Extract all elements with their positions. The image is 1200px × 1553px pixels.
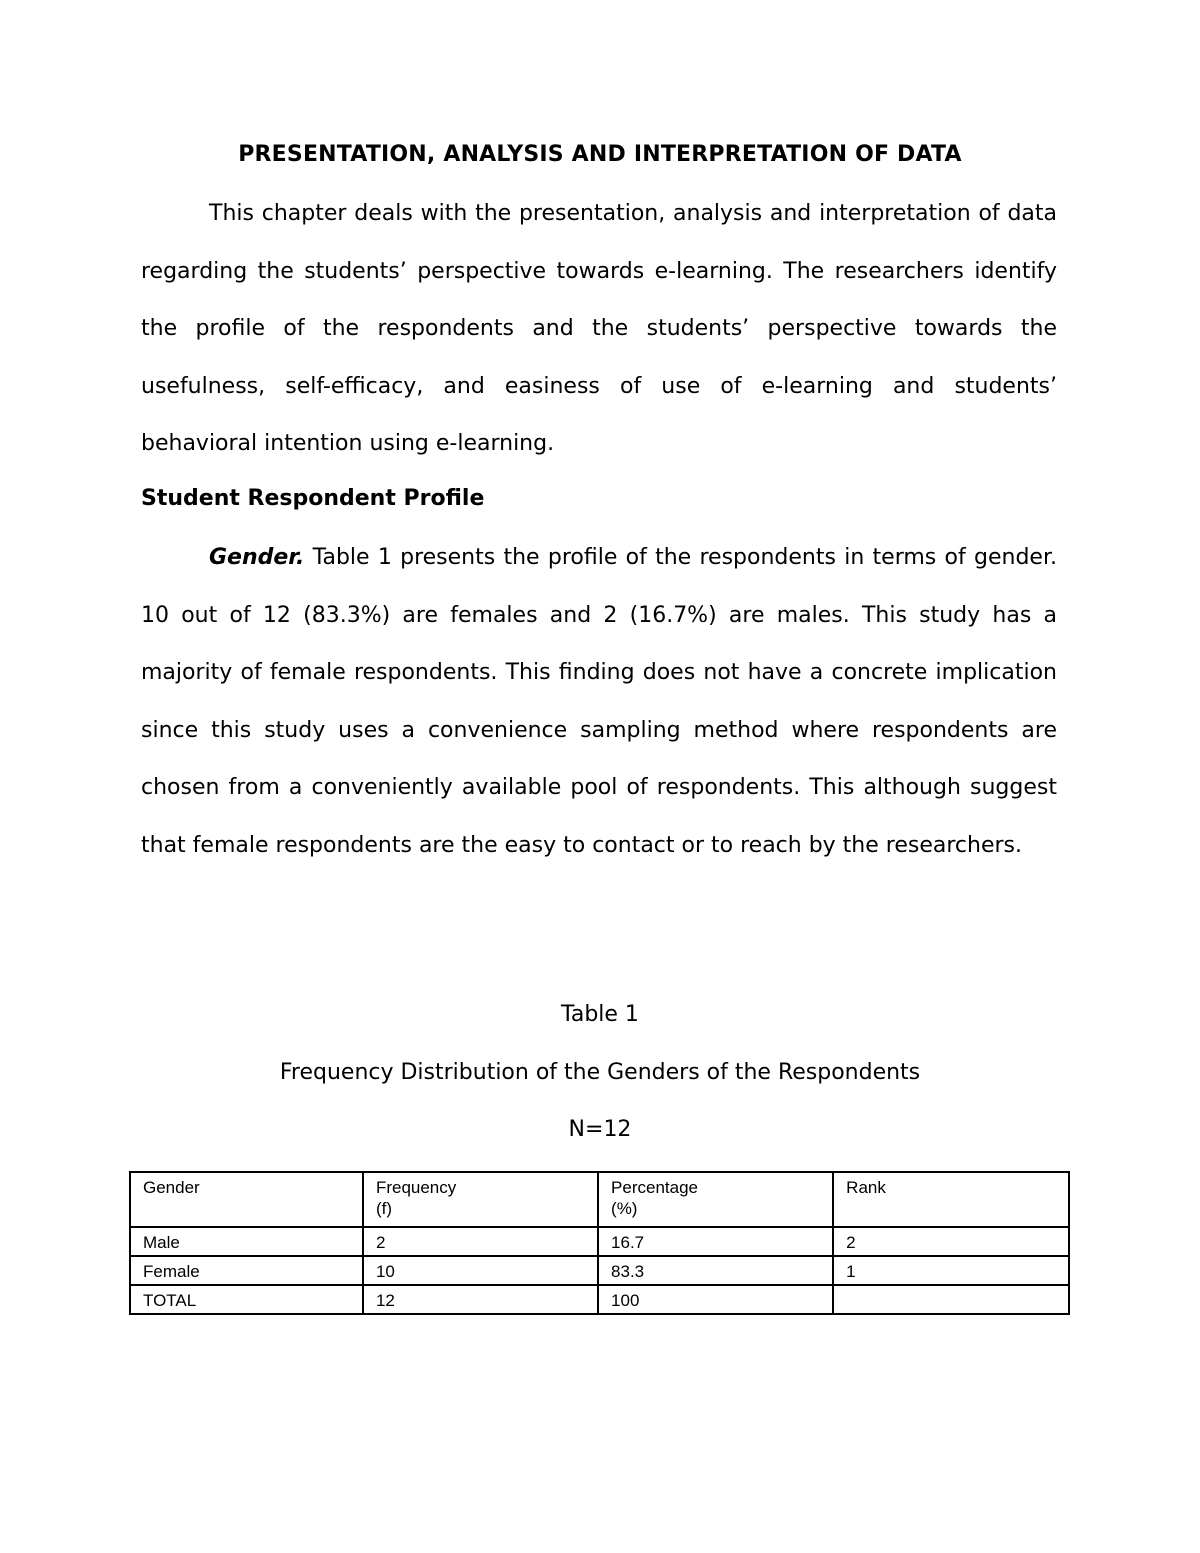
- header-rank: Rank: [833, 1172, 1069, 1227]
- table-header-row: [130, 1172, 1069, 1227]
- gender-body-text: Table 1 presents the profile of the respondents in terms of gender. 10 out of 12 (83.3%) are females and 2 (16.7%) are males. This study has a majority of female respondents. This finding does not have a concrete implication since this study uses a convenience sampling method where respondents are chosen from a conveniently available pool of respondents. This although suggest that female respondents are the easy to contact or to reach by the researchers.: [141, 545, 1057, 858]
- cell-frequency: 12: [363, 1285, 598, 1314]
- header-percentage: Percentage (%): [598, 1172, 833, 1227]
- gender-frequency-table: [129, 1171, 1070, 1315]
- cell-rank: [833, 1285, 1069, 1314]
- cell-frequency: 10: [363, 1256, 598, 1285]
- table-sample-size: N=12: [568, 1117, 632, 1142]
- cell-gender: Male: [130, 1227, 363, 1256]
- cell-gender: Female: [130, 1256, 363, 1285]
- intro-paragraph: [141, 185, 1057, 473]
- intro-text: This chapter deals with the presentation, analysis and interpretation of data regarding the students’ perspective towards e-learning. The researchers identify the profile of the respondents and the students’ perspective towards the usefulness, self-efficacy, and easiness of use of e-learning and students’ behavioral intention using e-learning.: [141, 201, 1057, 456]
- cell-gender: TOTAL: [130, 1285, 363, 1314]
- cell-rank: 1: [833, 1256, 1069, 1285]
- cell-rank: 2: [833, 1227, 1069, 1256]
- chapter-heading: PRESENTATION, ANALYSIS AND INTERPRETATION OF DATA: [238, 142, 962, 167]
- section-heading: Student Respondent Profile: [141, 486, 485, 511]
- table-total-row: [130, 1285, 1069, 1314]
- cell-frequency: 2: [363, 1227, 598, 1256]
- header-frequency: Frequency (f): [363, 1172, 598, 1227]
- table-row: [130, 1256, 1069, 1285]
- header-gender: Gender: [130, 1172, 363, 1227]
- table-title: Frequency Distribution of the Genders of the Respondents: [279, 1060, 921, 1085]
- cell-percentage: 83.3: [598, 1256, 833, 1285]
- table-row: [130, 1227, 1069, 1256]
- gender-lead-label: Gender.: [209, 545, 305, 570]
- cell-percentage: 100: [598, 1285, 833, 1314]
- gender-paragraph-text: [141, 529, 1057, 874]
- gender-paragraph: [141, 529, 1057, 874]
- cell-percentage: 16.7: [598, 1227, 833, 1256]
- table-label: Table 1: [561, 1002, 639, 1027]
